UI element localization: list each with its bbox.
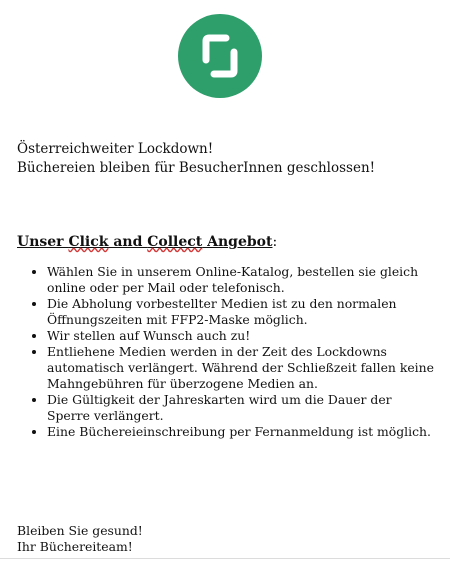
list-item: • Die Abholung vorbestellter Medien ist zu den normalen Öffnungszeiten mit FFP2-Maske möglich.: [47, 296, 437, 328]
intro-line-1: Österreichweiter Lockdown!: [17, 141, 214, 157]
list-item: • Eine Büchereieinschreibung per Fernanmeldung ist möglich.: [47, 424, 437, 440]
logo: [178, 14, 262, 98]
offer-title-part-2: Click: [68, 234, 109, 250]
closing-line-1: Bleiben Sie gesund!: [17, 523, 143, 538]
list-item: • Wählen Sie in unserem Online-Katalog, bestellen sie gleich online oder per Mail oder telefonisch.: [47, 264, 437, 296]
offer-title-part-4: Collect: [147, 234, 203, 250]
offer-title-suffix: :: [272, 234, 278, 250]
offer-title-part-3: and: [108, 234, 148, 250]
page-divider: [0, 558, 450, 559]
offer-heading: [17, 232, 277, 252]
intro-text: [17, 140, 375, 178]
list-item: • Entliehene Medien werden in der Zeit des Lockdowns automatisch verlängert. Während der Schließzeit fallen keine Mahngebühren für überzogene Medien an.: [47, 344, 437, 392]
offer-list: [17, 264, 437, 440]
list-item: • Die Gültigkeit der Jahreskarten wird um die Dauer der Sperre verlängert.: [47, 392, 437, 424]
intro-line-2: Büchereien bleiben für BesucherInnen geschlossen!: [17, 160, 376, 176]
offer-title-part-1: Unser: [17, 234, 69, 250]
closing-line-2: Ihr Büchereiteam!: [17, 539, 133, 554]
offer-title-part-5: Angebot: [202, 234, 273, 250]
closing-text: [17, 523, 143, 555]
offer-title: [17, 234, 272, 250]
list-item: • Wir stellen auf Wunsch auch zu!: [47, 328, 437, 344]
bracket-square-icon: [178, 14, 262, 98]
